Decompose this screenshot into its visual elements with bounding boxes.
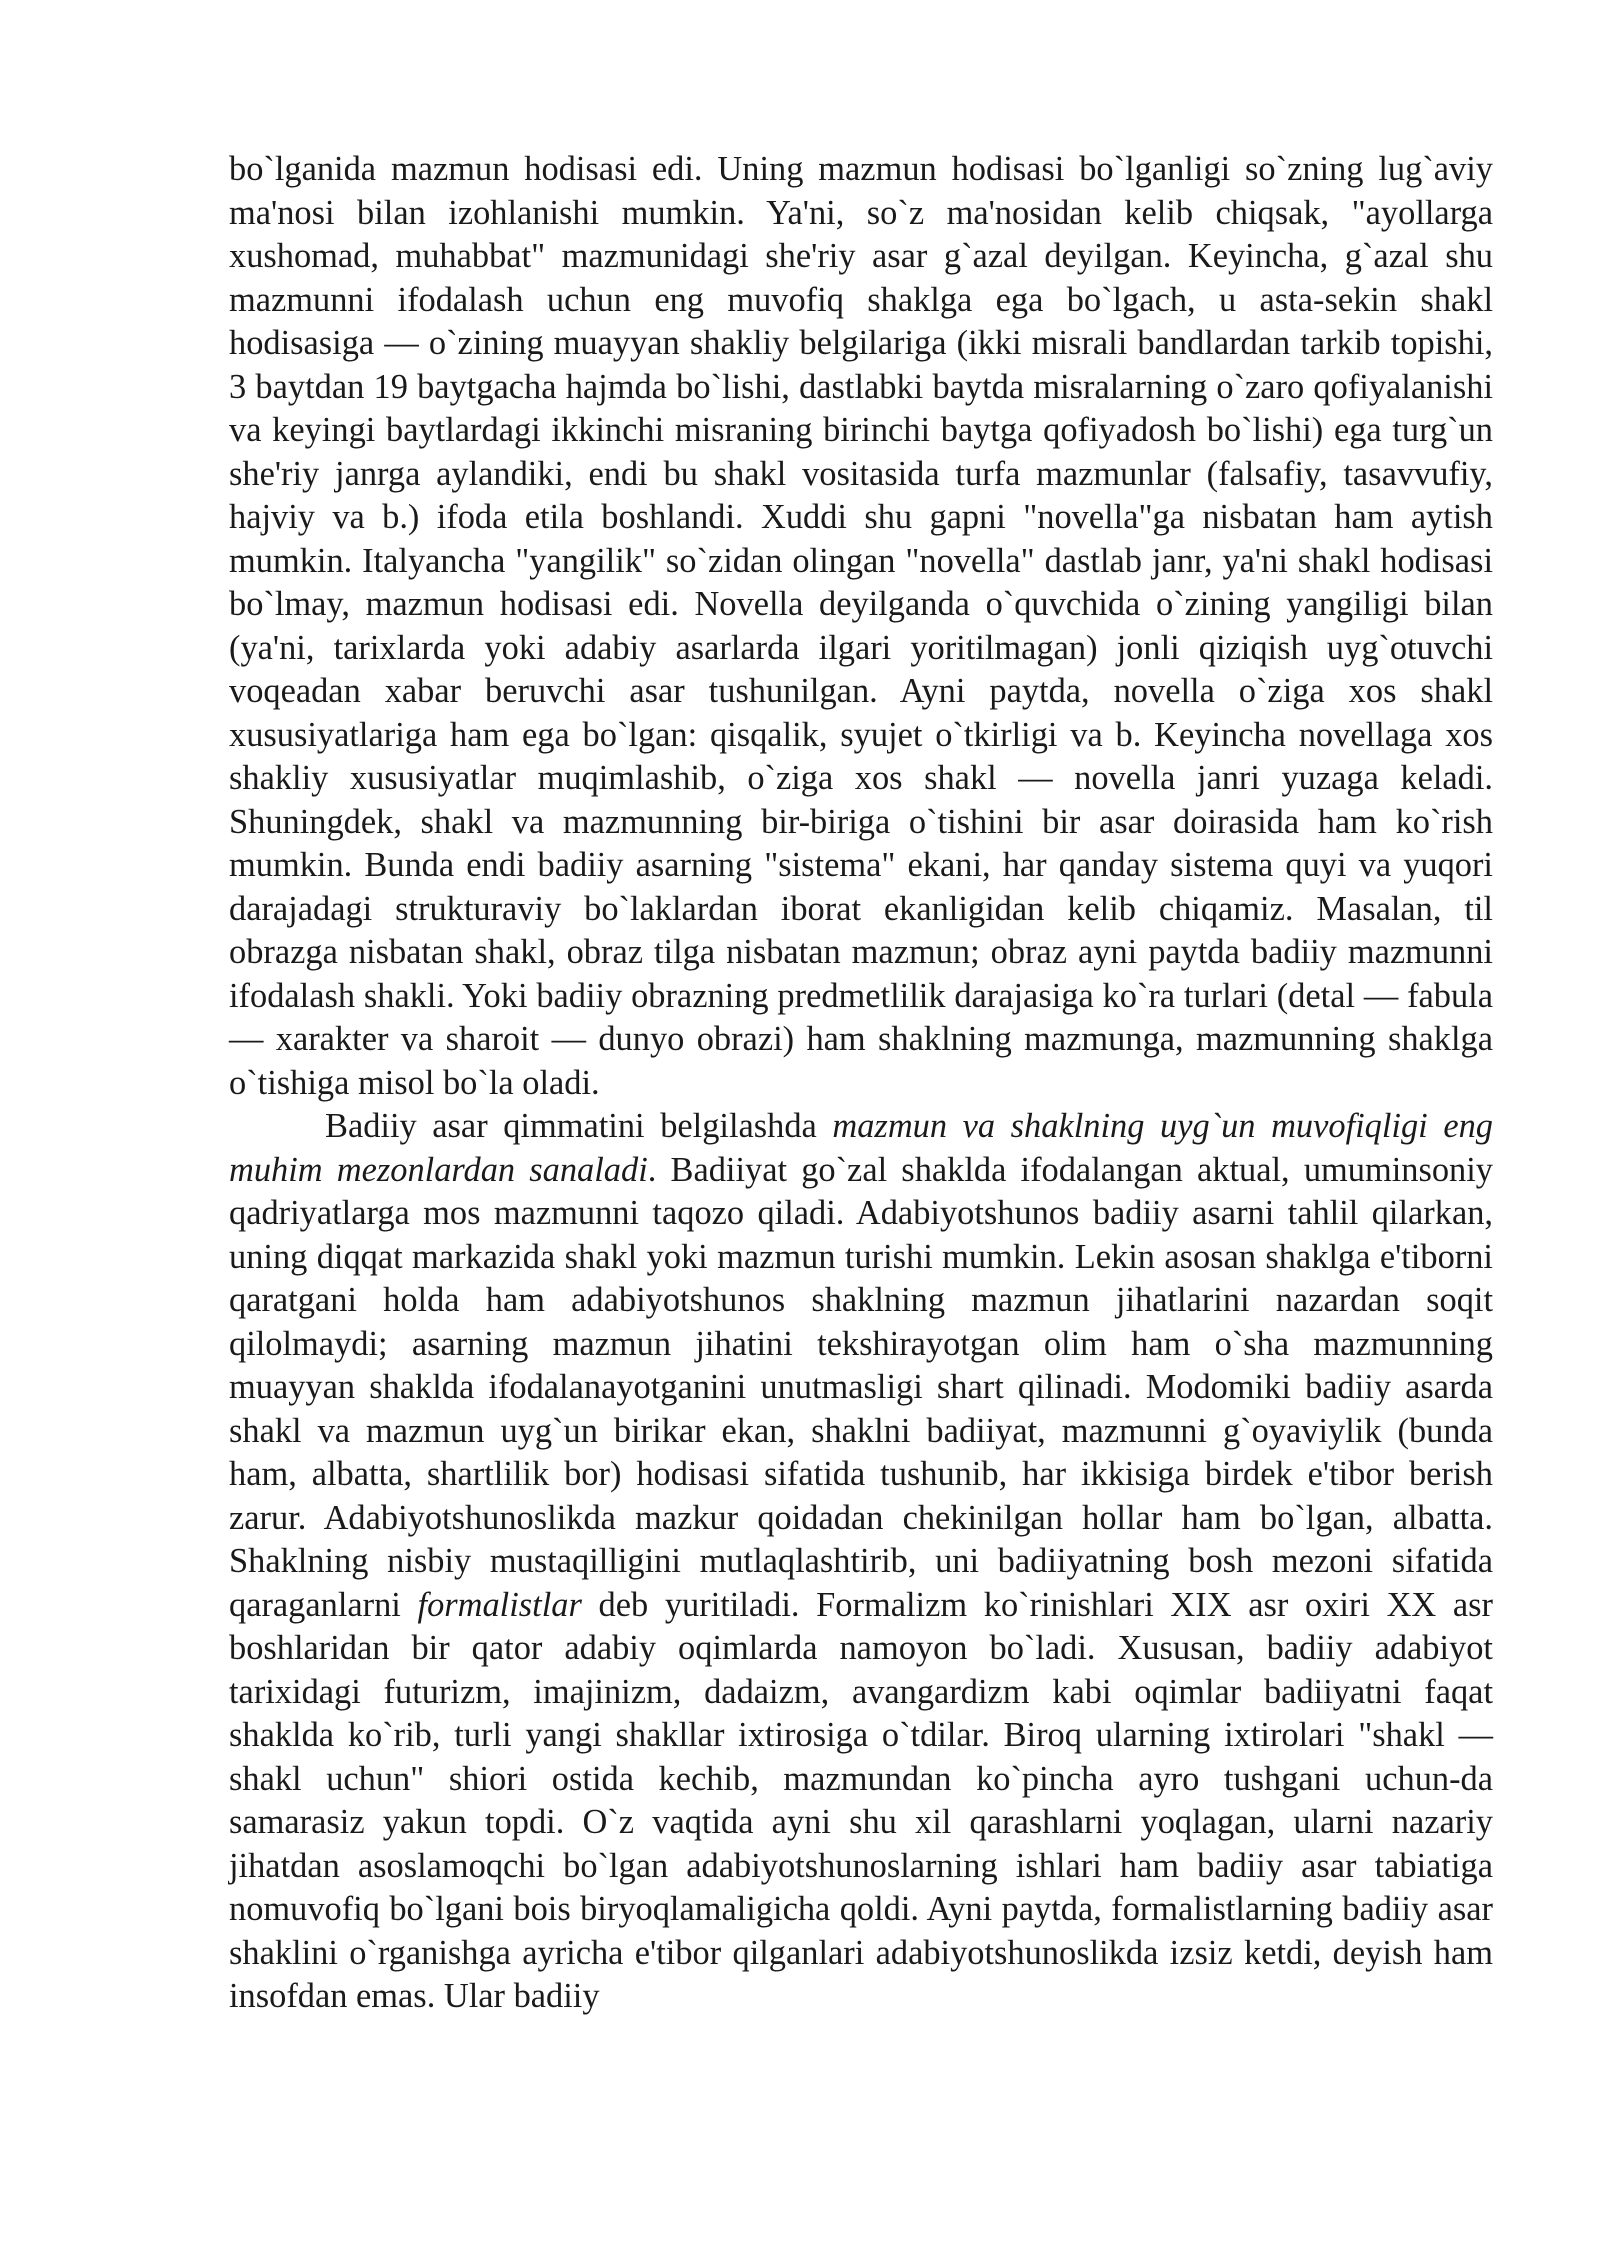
- paragraph-2-emphasis-term: formalistlar: [417, 1585, 582, 1624]
- paragraph-2-text: Badiiy asar qimmatini belgilashda: [325, 1107, 833, 1145]
- paragraph-2-emphasis: mazmun va shaklning uyg`un muvofiqligi eng muhim mezonlardan sanaladi: [229, 1107, 1493, 1189]
- document-page: [229, 148, 1493, 2019]
- paragraph-2-text: . Badiiyat go`zal shaklda ifodalangan aktual, umuminsoniy qadriyatlarga mos mazmunni taqozo qiladi. Adabiyotshunos badiiy asarni tahlil qilarkan, uning diqqat markazida shakl yoki mazmun turishi mumkin. Lekin asosan shaklga e'tiborni qaratgani holda ham adabiyotshunos shaklning mazmun jihatlarini nazardan soqit qilolmaydi; asarning mazmun jihatini tekshirayotgan olim ham o`sha mazmunning muayyan shaklda ifodalanayotganini unutmasligi shart qilinadi. Modomiki badiiy asarda shakl va mazmun uyg`un birikar ekan, shaklni badiiyat, mazmunni g`oyaviylik (bunda ham, albatta, shartlilik bor) hodisasi sifatida tushunib, har ikkisiga birdek e'tibor berish zarur. Adabiyotshunoslikda mazkur qoidadan chekinilgan hollar ham bo`lgan, albatta. Shaklning nisbiy mustaqilligini mutlaqlashtirib, uni badiiyatning bosh mezoni sifatida qaraganlarni: [229, 1150, 1493, 1624]
- paragraph-2: [229, 1105, 1493, 2019]
- paragraph-1-text: bo`lganida mazmun hodisasi edi. Uning mazmun hodisasi bo`lganligi so`zning lug`aviy ma'nosi bilan izohlanishi mumkin. Ya'ni, so`z ma'nosidan kelib chiqsak, "ayollarga xushomad, muhabbat" mazmunidagi she'riy asar g`azal deyilgan. Keyincha, g`azal shu mazmunni ifodalash uchun eng muvofiq shaklga ega bo`lgach, u asta-sekin shakl hodisasiga — o`zining muayyan shakliy belgilariga (ikki misrali bandlardan tarkib topishi, 3 baytdan 19 baytgacha hajmda bo`lishi, dastlabki baytda misralarning o`zaro qofiyalanishi va keyingi baytlardagi ikkinchi misraning birinchi baytga qofiyadosh bo`lishi) ega turg`un she'riy janrga aylandiki, endi bu shakl vositasida turfa mazmunlar (falsafiy, tasavvufiy, hajviy va b.) ifoda etila boshlandi. Xuddi shu gapni "novella"ga nisbatan ham aytish mumkin. Italyancha "yangilik" so`zidan olingan "novella" dastlab janr, ya'ni shakl hodisasi bo`lmay, mazmun hodisasi edi. Novella deyilganda o`quvchida o`zining yangiligi bilan (ya'ni, tarixlarda yoki adabiy asarlarda ilgari yoritilmagan) jonli qiziqish uyg`otuvchi voqeadan xabar beruvchi asar tushunilgan. Ayni paytda, novella o`ziga xos shakl xususiyatlariga ham ega bo`lgan: qisqalik, syujet o`tkirligi va b. Keyincha novellaga xos shakliy xususiyatlar muqimlashib, o`ziga xos shakl — novella janri yuzaga keladi. Shuningdek, shakl va mazmunning bir-biriga o`tishini bir asar doirasida ham ko`rish mumkin. Bunda endi badiiy asarning "sistema" ekani, har qanday sistema quyi va yuqori darajadagi strukturaviy bo`laklardan iborat ekanligidan kelib chiqamiz. Masalan, til obrazga nisbatan shakl, obraz tilga nisbatan mazmun; obraz ayni paytda badiiy mazmunni ifodalash shakli. Yoki badiiy obrazning predmetlilik darajasiga ko`ra turlari (detal — fabula — xarakter va sharoit — dunyo obrazi) ham shaklning mazmunga, mazmunning shaklga o`tishiga misol bo`la oladi.: [229, 150, 1493, 1102]
- paragraph-2-text: deb yuritiladi. Formalizm ko`rinishlari XIX asr oxiri XX asr boshlaridan bir qator adabiy oqimlarda namoyon bo`ladi. Xususan, badiiy adabiyot tarixidagi futurizm, imajinizm, dadaizm, avangardizm kabi oqimlar badiiyatni faqat shaklda ko`rib, turli yangi shakllar ixtirosiga o`tdilar. Biroq ularning ixtirolari "shakl — shakl uchun" shiori ostida kechib, mazmundan ko`pincha ayro tushgani uchun-da samarasiz yakun topdi. O`z vaqtida ayni shu xil qarashlarni yoqlagan, ularni nazariy jihatdan asoslamoqchi bo`lgan adabiyotshunoslarning ishlari ham badiiy asar tabiatiga nomuvofiq bo`lgani bois biryoqlamaligicha qoldi. Ayni paytda, formalistlarning badiiy asar shaklini o`rganishga ayricha e'tibor qilganlari adabiyotshunoslikda izsiz ketdi, deyish ham insofdan emas. Ular badiiy: [229, 1585, 1493, 2015]
- paragraph-1: [229, 148, 1493, 1105]
